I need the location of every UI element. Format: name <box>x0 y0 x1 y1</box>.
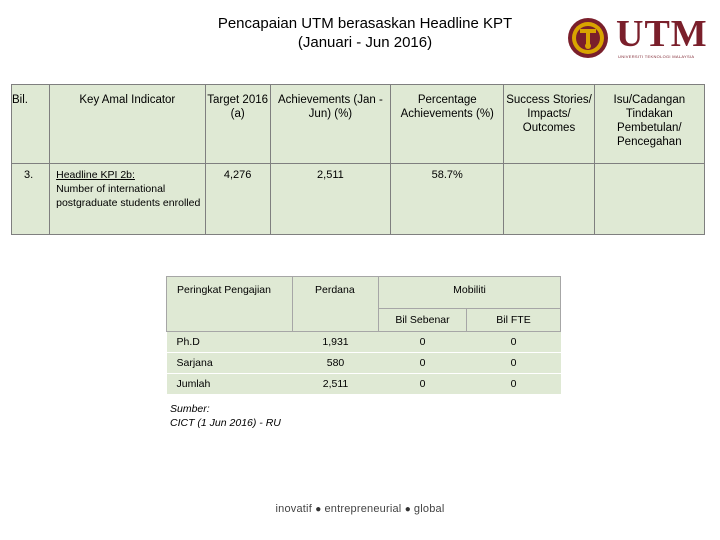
footer-word-inovatif: inovatif <box>275 503 312 515</box>
logo-subtitle: UNIVERSITI TEKNOLOGI MALAYSIA <box>618 54 695 59</box>
row-actual: 0 <box>379 374 467 395</box>
logo-text: UTM <box>616 13 708 55</box>
kpi-data-row <box>12 164 705 235</box>
cell-issues <box>594 164 704 235</box>
table-row <box>167 353 561 374</box>
row-actual: 0 <box>379 353 467 374</box>
row-fte: 0 <box>467 332 561 353</box>
footer-tagline <box>0 503 720 515</box>
mobility-table <box>166 276 561 394</box>
title-line-1: Pencapaian UTM berasaskan Headline KPT <box>217 15 513 32</box>
cell-percentage: 58.7% <box>391 164 504 235</box>
row-perdana: 2,511 <box>293 374 379 395</box>
header-perdana: Perdana <box>293 277 379 332</box>
footer-word-entrepreneurial: entrepreneurial <box>324 503 402 515</box>
source-label: Sumber: <box>170 403 210 415</box>
bullet-icon: ● <box>315 504 325 515</box>
row-actual: 0 <box>379 332 467 353</box>
header-indicator: Key Amal Indicator <box>50 85 205 164</box>
cell-achievement: 2,511 <box>270 164 390 235</box>
row-level: Ph.D <box>167 332 293 353</box>
subheader-actual: Bil Sebenar <box>379 309 467 332</box>
row-level: Jumlah <box>167 374 293 395</box>
header-percentage: Percentage Achievements (%) <box>391 85 504 164</box>
indicator-title: Headline KPI 2b: <box>56 169 135 181</box>
header-issues: Isu/Cadangan Tindakan Pembetulan/ Pencegahan <box>594 85 704 164</box>
indicator-description: Number of international postgraduate students enrolled <box>56 183 201 209</box>
cell-target: 4,276 <box>205 164 270 235</box>
title-line-2: (Januari - Jun 2016) <box>297 34 433 51</box>
kpi-header-row <box>12 85 705 164</box>
row-fte: 0 <box>467 374 561 395</box>
table-row <box>167 332 561 353</box>
row-perdana: 1,931 <box>293 332 379 353</box>
header-success: Success Stories/ Impacts/ Outcomes <box>504 85 594 164</box>
bullet-icon: ● <box>404 504 414 515</box>
source-text: CICT (1 Jun 2016) - RU <box>170 417 281 429</box>
subheader-fte: Bil FTE <box>467 309 561 332</box>
slide-title <box>150 14 580 52</box>
cell-success <box>504 164 594 235</box>
table-row <box>167 374 561 395</box>
row-perdana: 580 <box>293 353 379 374</box>
header-level: Peringkat Pengajian <box>167 277 293 332</box>
kpi-table <box>11 84 705 235</box>
row-fte: 0 <box>467 353 561 374</box>
cell-bil: 3. <box>12 164 50 235</box>
header-mobiliti: Mobiliti <box>379 277 561 309</box>
row-level: Sarjana <box>167 353 293 374</box>
header-bil: Bil. <box>12 85 50 164</box>
source-note <box>170 402 281 430</box>
header-target: Target 2016 (a) <box>205 85 270 164</box>
utm-crest-icon <box>566 14 610 62</box>
utm-logo <box>566 12 706 64</box>
header-achievements: Achievements (Jan - Jun) (%) <box>270 85 390 164</box>
footer-word-global: global <box>413 503 445 515</box>
mobility-header-row <box>167 277 561 309</box>
cell-indicator <box>50 164 205 235</box>
